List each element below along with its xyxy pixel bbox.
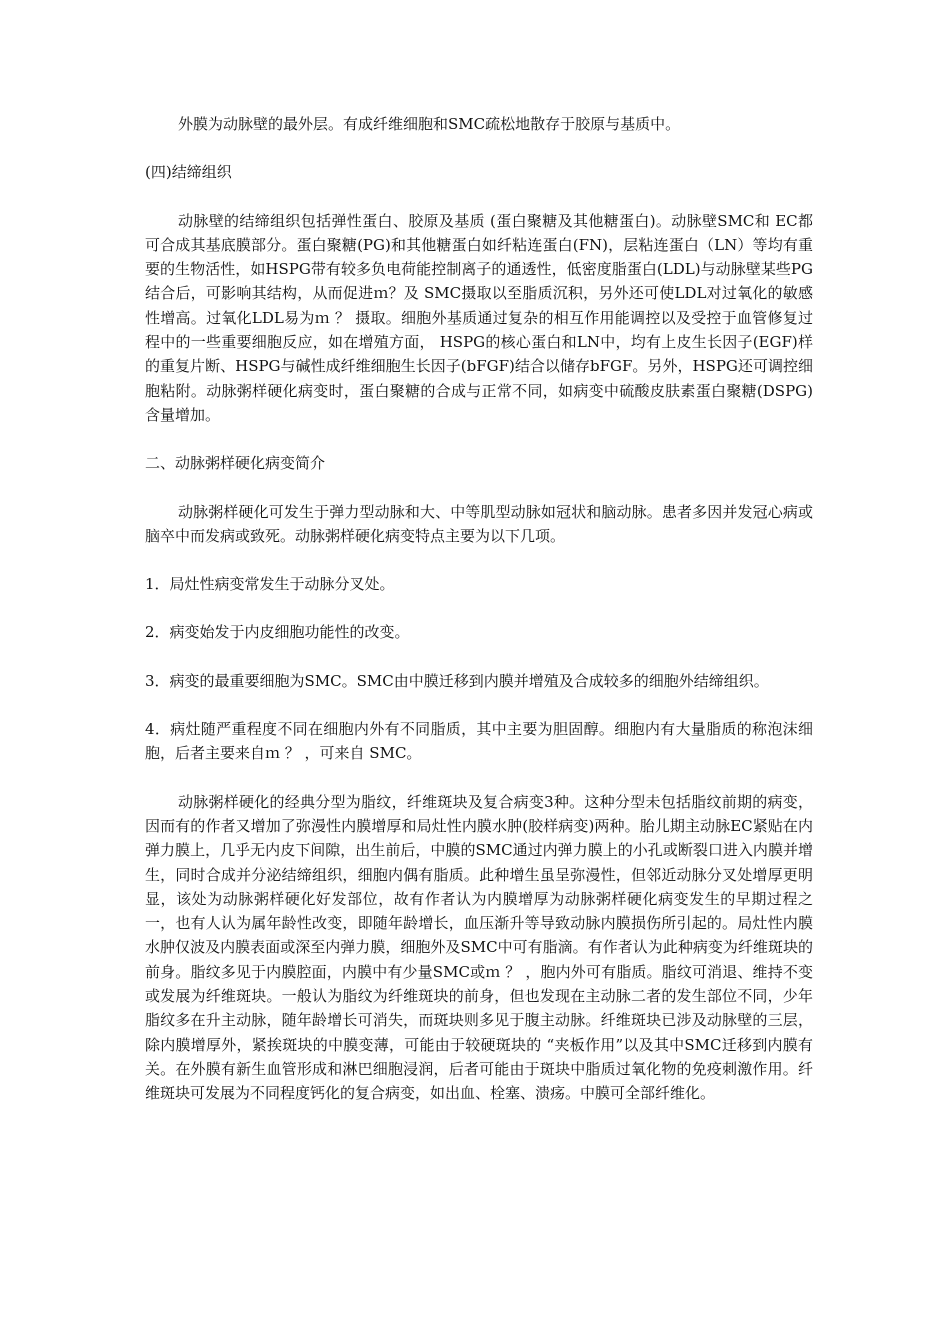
section-heading-connective-tissue: (四)结缔组织 [145, 163, 232, 182]
paragraph-atherosclerosis-overview: 动脉粥样硬化可发生于弹力型动脉和大、中等肌型动脉如冠状和脑动脉。患者多因并发冠心病或脑卒中而发病或致死。动脉粥样硬化病变特点主要为以下几项。 [145, 502, 813, 545]
paragraph-adventitia: 外膜为动脉壁的最外层。有成纤维细胞和SMC疏松地散存于胶原与基质中。 [178, 115, 681, 133]
list-item-4: 4．病灶随严重程度不同在细胞内外有不同脂质，其中主要为胆固醇。细胞内有大量脂质的称泡沫细胞，后者主要来自ｍ ？ ，可来自 SMC。 [145, 720, 813, 763]
list-item-2: 2．病变始发于内皮细胞功能性的改变。 [145, 623, 410, 642]
document-page [145, 112, 813, 1130]
section-heading-atherosclerosis-intro: 二、动脉粥样硬化病变简介 [145, 454, 326, 473]
paragraph-classification: 动脉粥样硬化的经典分型为脂纹，纤维斑块及复合病变3种。这种分型未包括脂纹前期的病变，因而有的作者又增加了弥漫性内膜增厚和局灶性内膜水肿(胶样病变)两种。胎儿期主动脉EC紧贴在内弹力膜上，几乎无内皮下间隙，出生前后，中膜的SMC通过内弹力膜上的小孔或断裂口进入内膜并增生，同时合成并分泌结缔组织，细胞内偶有脂质。此种增生虽呈弥漫性，但邻近动脉分叉处增厚更明显，该处为动脉粥样硬化好发部位，故有作者认为内膜增厚为动脉粥样硬化病变发生的早期过程之一，也有人认为属年龄性改变，即随年龄增长，血压渐升等导致动脉内膜损伤所引起的。局灶性内膜水肿仅波及内膜表面或深至内弹力膜，细胞外及SMC中可有脂滴。有作者认为此种病变为纤维斑块的前身。脂纹多见于内膜腔面，内膜中有少量SMC或ｍ ？ ，胞内外可有脂质。脂纹可消退、维持不变或发展为纤维斑块。一般认为脂纹为纤维斑块的前身，但也发现在主动脉二者的发生部位不同，少年脂纹多在升主动脉，随年龄增长可消失，而斑块则多见于腹主动脉。纤维斑块已涉及动脉壁的三层，除内膜增厚外，紧挨斑块的中膜变薄，可能由于较硬斑块的 “夹板作用”以及其中SMC迁移到内膜有关。在外膜有新生血管形成和淋巴细胞浸润，后者可能由于斑块中脂质过氧化物的免疫刺激作用。纤维斑块可发展为不同程度钙化的复合病变，如出血、栓塞、溃疡。中膜可全部纤维化。 [145, 792, 813, 1103]
paragraph-connective-tissue: 动脉壁的结缔组织包括弹性蛋白、胶原及基质 (蛋白聚糖及其他糖蛋白)。动脉壁SMC和 EC都可合成其基底膜部分。蛋白聚糖(PG)和其他糖蛋白如纤粘连蛋白(FN)，层粘连蛋白（LN）等均有重要的生物活性，如HSPG带有较多负电荷能控制离子的通透性，低密度脂蛋白(LDL)与动脉壁某些PG结合后，可影响其结构，从而促进ｍ？及 SMC摄取以至脂质沉积，另外还可使LDL对过氧化的敏感性增高。过氧化LDL易为ｍ ？ 摄取。细胞外基质通过复杂的相互作用能调控以及受控于血管修复过程中的一些重要细胞反应，如在增殖方面， HSPG的核心蛋白和LN中，均有上皮生长因子(EGF)样的重复片断、HSPG与碱性成纤维细胞生长因子(bFGF)结合以储存bFGF。另外，HSPG还可调控细胞粘附。动脉粥样硬化病变时，蛋白聚糖的合成与正常不同，如病变中硫酸皮肤素蛋白聚糖(DSPG)含量增加。 [145, 211, 813, 424]
list-item-3: 3．病变的最重要细胞为SMC。SMC由中膜迁移到内膜并增殖及合成较多的细胞外结缔组织。 [145, 671, 769, 690]
list-item-1: 1．局灶性病变常发生于动脉分叉处。 [145, 575, 395, 594]
